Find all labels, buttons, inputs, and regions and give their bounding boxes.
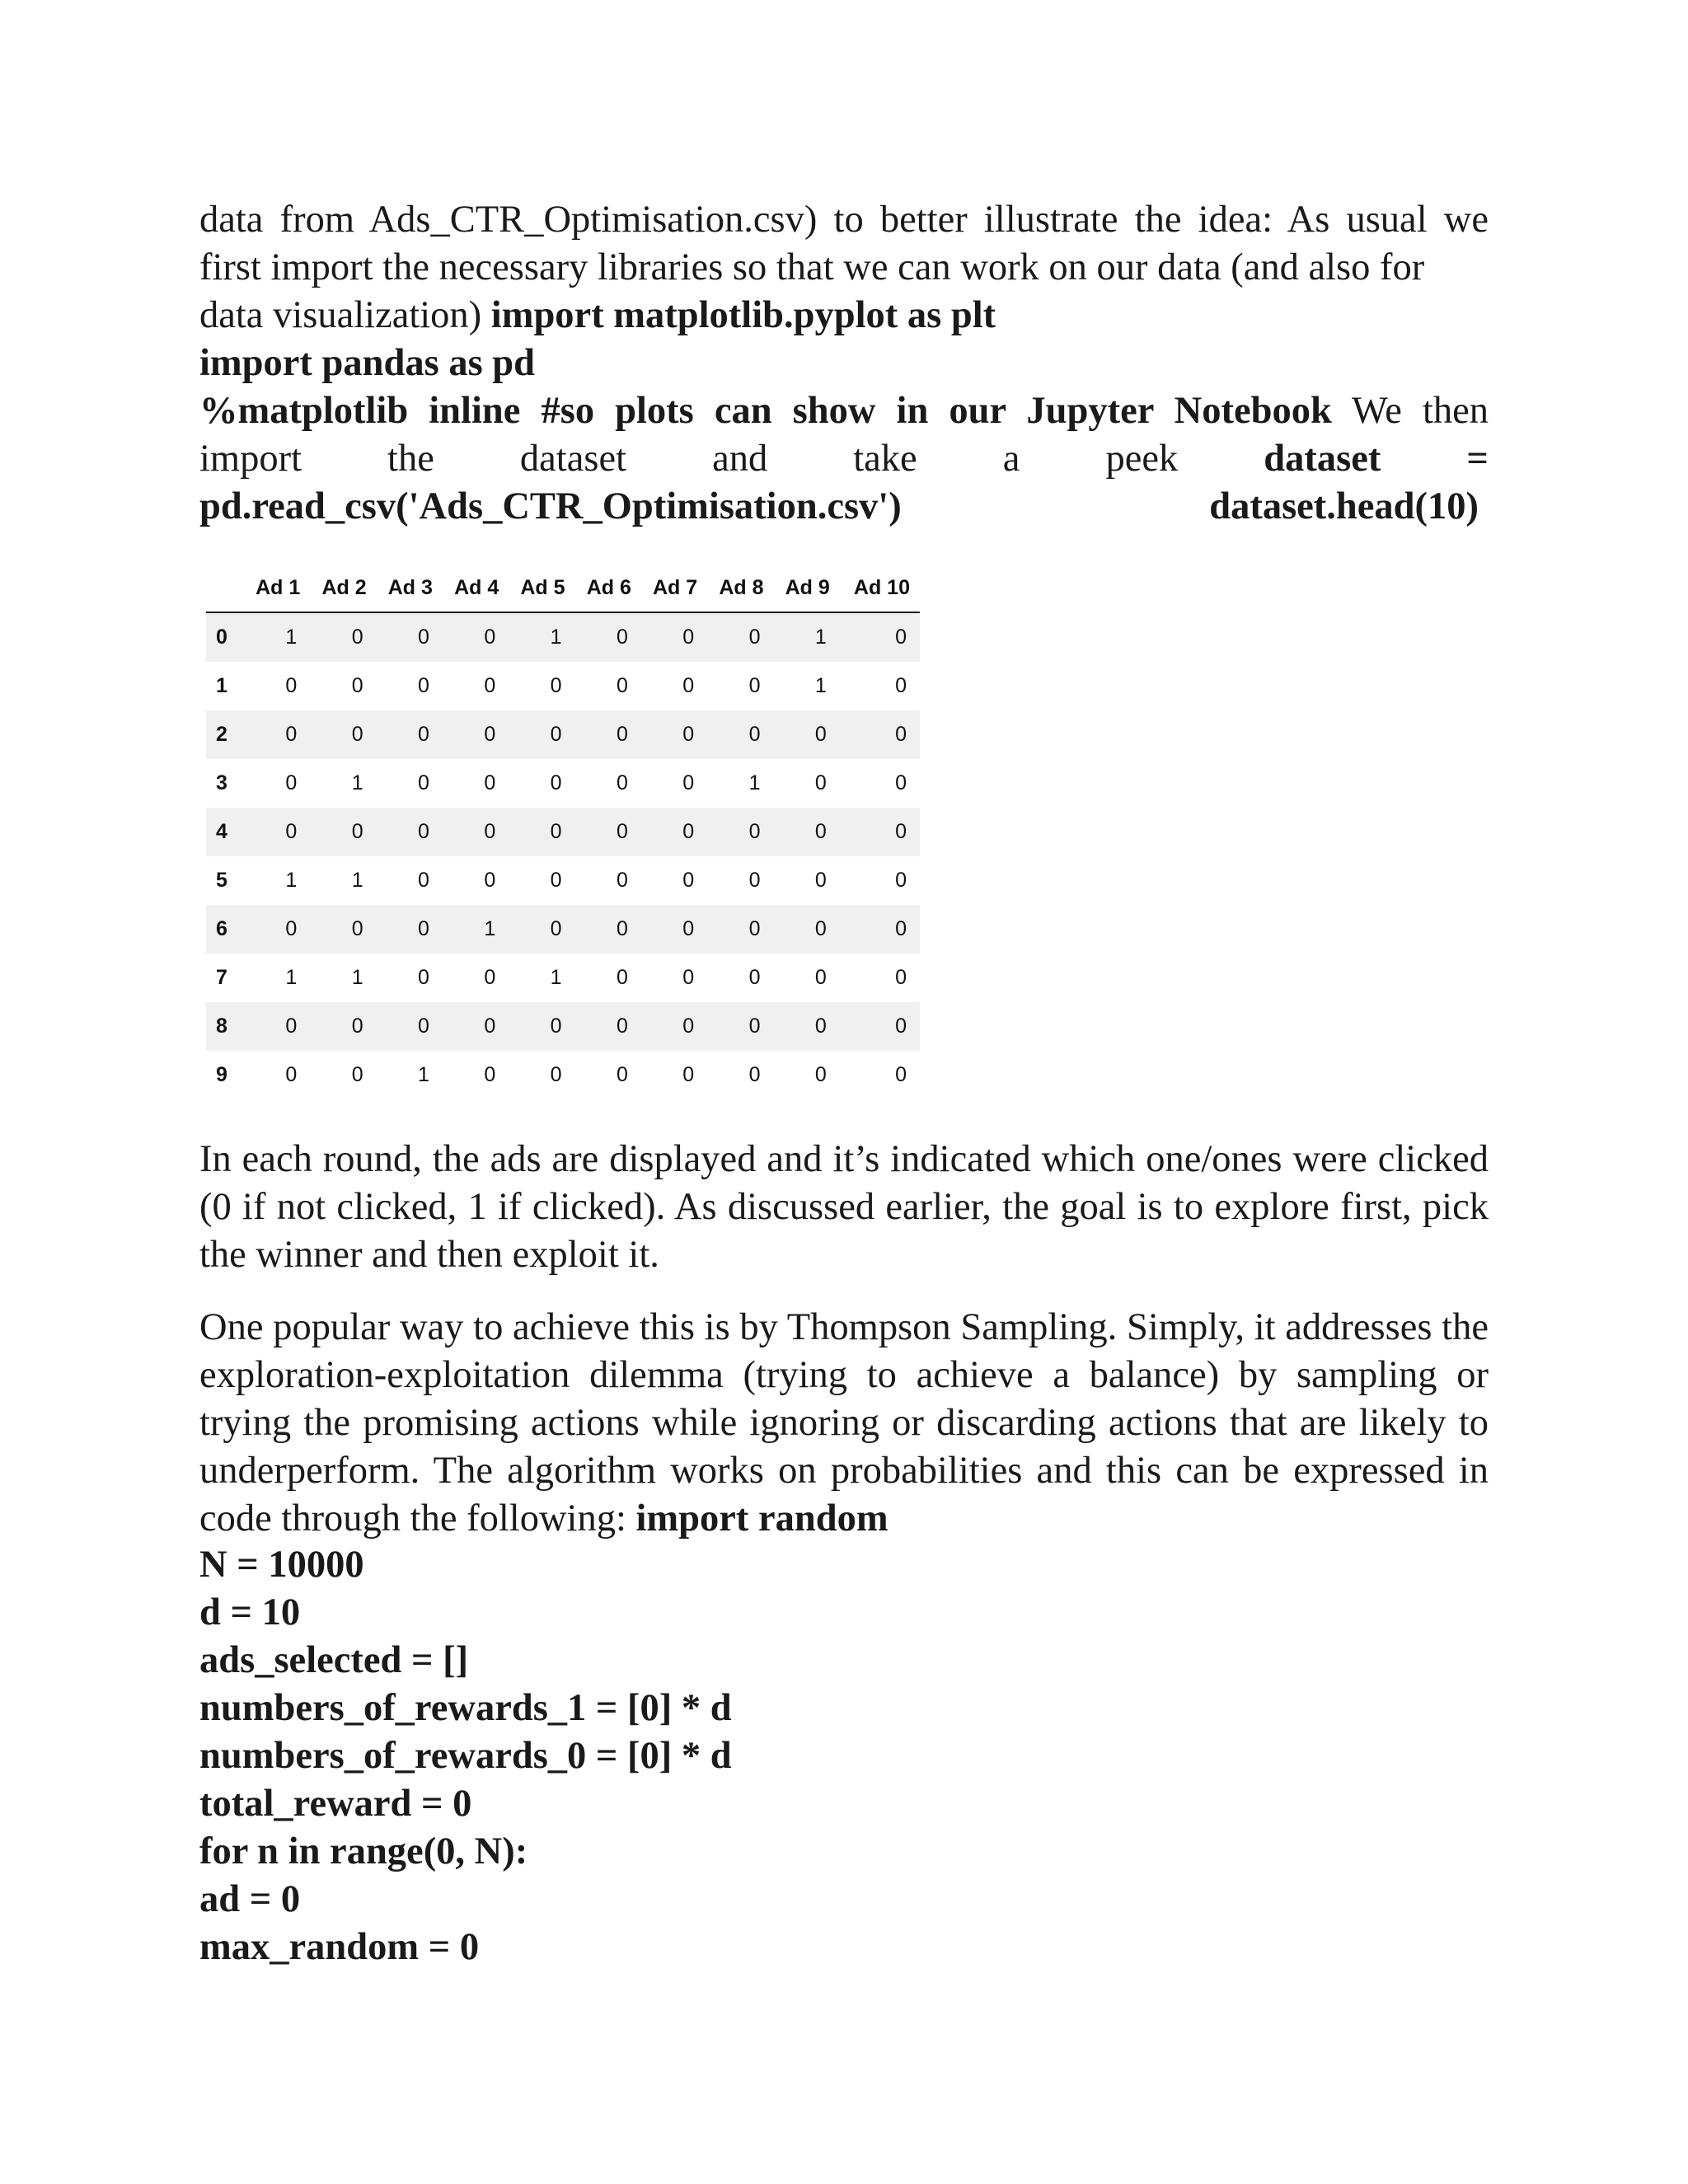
- table-cell: 1: [748, 771, 761, 794]
- table-header: Ad 7: [641, 564, 707, 612]
- code-line: total_reward = 0: [199, 1783, 472, 1825]
- table-cell: 0: [641, 808, 707, 856]
- table-cell: 1: [351, 966, 363, 989]
- table-cell: 0: [351, 674, 363, 697]
- table-cell: 0: [351, 1063, 363, 1086]
- table-cell: 0: [682, 869, 695, 892]
- import-random-code: import random: [635, 1497, 889, 1540]
- table-cell: 0: [244, 905, 310, 954]
- table-cell: 0: [616, 1063, 628, 1086]
- table-cell: 0: [707, 905, 773, 954]
- table-cell: 0: [377, 710, 443, 759]
- intro-line-3-text: data visualization): [199, 294, 491, 336]
- explanation-text: In each round, the ads are displayed and it’s indicated which one/ones were clicked (0 if not clicked, 1 if clicked). As discussed earlier, the goal is to explore first, pick the winner and then exploit it.: [199, 1138, 1489, 1276]
- table-cell: 0: [509, 808, 574, 856]
- table-cell: 0: [484, 771, 496, 794]
- table-cell: 0: [484, 674, 496, 697]
- code-line: N = 10000: [199, 1544, 364, 1586]
- table-header: Ad 10: [840, 564, 920, 612]
- import-pandas-code: import pandas as pd: [199, 342, 536, 384]
- table-cell: 0: [575, 808, 641, 856]
- table-cell: 0: [707, 612, 773, 662]
- code-line: for n in range(0, N):: [199, 1830, 528, 1872]
- thompson-paragraph: [199, 1304, 1489, 1543]
- table-cell: 0: [550, 674, 562, 697]
- table-cell: 0: [814, 869, 827, 892]
- table-cell: 1: [285, 966, 298, 989]
- thompson-text: [199, 1304, 1489, 1543]
- table-cell: 0: [814, 1063, 827, 1086]
- table-cell: 0: [244, 808, 310, 856]
- intro-line-2: first import the necessary libraries so that we can work on our data (and also for: [199, 246, 1425, 288]
- table-header: Ad 1: [244, 564, 310, 612]
- code-line: max_random = 0: [199, 1926, 480, 1968]
- table-cell: 1: [550, 966, 562, 989]
- intro-line-7: [199, 483, 1489, 531]
- table-cell: 0: [682, 771, 695, 794]
- table-cell: 0: [550, 771, 562, 794]
- table-cell: 0: [840, 710, 920, 759]
- word: and: [712, 438, 768, 480]
- table-cell: 0: [774, 905, 840, 954]
- table-cell: 0: [748, 674, 761, 697]
- table-cell: 0: [707, 710, 773, 759]
- table-cell: 1: [509, 612, 574, 662]
- table-row: [206, 612, 920, 662]
- dataframe-output: [206, 564, 923, 1099]
- table-cell: 0: [509, 1002, 574, 1051]
- table-cell: 0: [377, 808, 443, 856]
- row-index: 0: [206, 612, 244, 662]
- table-cell: 0: [285, 771, 298, 794]
- table-cell: 0: [575, 710, 641, 759]
- code-line: d = 10: [199, 1591, 301, 1633]
- read-csv-code: pd.read_csv('Ads_CTR_Optimisation.csv'): [199, 485, 902, 527]
- row-index: 7: [216, 966, 227, 989]
- table-cell: 0: [310, 1002, 376, 1051]
- code-line: ad = 0: [199, 1878, 301, 1920]
- row-index: 9: [216, 1063, 227, 1086]
- table-cell: 0: [748, 966, 761, 989]
- table-cell: 0: [814, 966, 827, 989]
- table-cell: 1: [418, 1063, 429, 1086]
- table-cell: 0: [616, 771, 628, 794]
- row-index: 4: [206, 808, 244, 856]
- table-cell: 0: [707, 1002, 773, 1051]
- table-cell: 0: [774, 808, 840, 856]
- row-index: 1: [216, 674, 227, 697]
- table-body: [206, 612, 920, 1099]
- dataset-code: dataset: [1264, 438, 1381, 480]
- table-cell: 0: [550, 1063, 562, 1086]
- table-cell: 0: [840, 612, 920, 662]
- table-cell: 0: [377, 612, 443, 662]
- table-cell: 0: [377, 905, 443, 954]
- table-header-row: [206, 564, 920, 612]
- table-cell: 1: [443, 905, 509, 954]
- table-header: Ad 4: [443, 564, 509, 612]
- table-row: [206, 662, 920, 710]
- table-cell: 0: [418, 869, 429, 892]
- table-header: Ad 8: [707, 564, 773, 612]
- row-index: 5: [216, 869, 227, 892]
- word: a: [1002, 438, 1020, 480]
- table-row: [206, 905, 920, 954]
- table-cell: 0: [840, 808, 920, 856]
- table-row: [206, 1002, 920, 1051]
- table-cell: 0: [244, 710, 310, 759]
- table-cell: 0: [748, 869, 761, 892]
- table-cell: 0: [443, 612, 509, 662]
- code-block: [199, 1541, 732, 1971]
- row-index: 8: [206, 1002, 244, 1051]
- table-cell: 1: [244, 612, 310, 662]
- table-cell: 0: [443, 808, 509, 856]
- table-cell: 0: [575, 612, 641, 662]
- table-cell: 0: [682, 1063, 695, 1086]
- word: the: [387, 438, 434, 480]
- table-cell: 0: [748, 1063, 761, 1086]
- table-cell: 0: [484, 1063, 496, 1086]
- table-cell: 0: [682, 966, 695, 989]
- code-line: numbers_of_rewards_0 = [0] * d: [199, 1735, 732, 1777]
- word: dataset: [519, 438, 627, 480]
- row-index: 3: [216, 771, 227, 794]
- word: peek: [1105, 438, 1179, 480]
- table-cell: 0: [285, 674, 298, 697]
- table-cell: 0: [895, 674, 907, 697]
- table-row: [206, 759, 920, 808]
- table-cell: 0: [840, 1002, 920, 1051]
- table-cell: 0: [895, 869, 907, 892]
- table-cell: 0: [641, 905, 707, 954]
- table-cell: 0: [484, 966, 496, 989]
- import-matplotlib-code: import matplotlib.pyplot as plt: [490, 294, 996, 336]
- table-cell: 0: [310, 710, 376, 759]
- table-header: Ad 9: [774, 564, 840, 612]
- matplotlib-inline-code: %matplotlib inline #so plots can show in our Jupyter Notebook: [199, 390, 1332, 432]
- table-cell: 0: [509, 710, 574, 759]
- intro-line-6: [199, 435, 1489, 483]
- table-header: Ad 2: [310, 564, 376, 612]
- table-cell: 0: [840, 905, 920, 954]
- table-cell: 0: [575, 905, 641, 954]
- dataframe-table: [206, 564, 920, 1099]
- table-cell: 1: [285, 869, 298, 892]
- intro-line-1: data from Ads_CTR_Optimisation.csv) to better illustrate the idea: As usual we: [199, 199, 1489, 241]
- intro-text: [199, 196, 1489, 387]
- table-row: [206, 808, 920, 856]
- table-cell: 0: [707, 808, 773, 856]
- row-index: 2: [206, 710, 244, 759]
- table-cell: 1: [814, 674, 827, 697]
- table-cell: 0: [418, 674, 429, 697]
- table-cell: 0: [443, 710, 509, 759]
- table-cell: 0: [895, 1063, 907, 1086]
- table-cell: 0: [509, 905, 574, 954]
- word: import: [199, 438, 302, 480]
- table-cell: 1: [351, 869, 363, 892]
- intro-line-5: [199, 387, 1489, 435]
- table-cell: 0: [641, 710, 707, 759]
- table-row: [206, 1051, 920, 1099]
- table-cell: 0: [895, 966, 907, 989]
- equals-code: =: [1466, 438, 1489, 480]
- thompson-text-body: One popular way to achieve this is by Thompson Sampling. Simply, it addresses the exploration-exploitation dilemma (trying to achieve a balance) by sampling or trying the promising actions while ignoring or discarding actions that are likely to underperform. The algorithm works on probabilities and this can be expressed in code through the following:: [199, 1306, 1489, 1540]
- table-cell: 1: [774, 612, 840, 662]
- table-cell: 0: [310, 612, 376, 662]
- table-cell: 0: [285, 1063, 298, 1086]
- table-cell: 0: [550, 869, 562, 892]
- table-header: Ad 3: [377, 564, 443, 612]
- table-cell: 0: [682, 674, 695, 697]
- table-cell: 0: [616, 869, 628, 892]
- word: take: [853, 438, 917, 480]
- intro-line-5-text: We then: [1331, 390, 1489, 432]
- table-cell: 0: [443, 1002, 509, 1051]
- table-cell: 0: [616, 966, 628, 989]
- code-line: ads_selected = []: [199, 1639, 469, 1681]
- table-cell: 0: [616, 674, 628, 697]
- table-cell: 0: [418, 771, 429, 794]
- table-row: [206, 954, 920, 1002]
- table-row: [206, 856, 920, 905]
- table-cell: 0: [641, 612, 707, 662]
- table-header: Ad 6: [575, 564, 641, 612]
- table-cell: 0: [244, 1002, 310, 1051]
- code-line: numbers_of_rewards_1 = [0] * d: [199, 1687, 732, 1729]
- table-cell: 0: [774, 1002, 840, 1051]
- table-cell: 1: [351, 771, 363, 794]
- table-header: [206, 564, 244, 612]
- table-cell: 0: [575, 1002, 641, 1051]
- table-cell: 0: [774, 710, 840, 759]
- intro-paragraph: [199, 196, 1489, 531]
- table-cell: 0: [895, 771, 907, 794]
- table-header: Ad 5: [509, 564, 574, 612]
- explanation-paragraph: [199, 1136, 1489, 1279]
- table-cell: 0: [377, 1002, 443, 1051]
- table-cell: 0: [641, 1002, 707, 1051]
- table-cell: 0: [484, 869, 496, 892]
- table-cell: 0: [814, 771, 827, 794]
- dataset-head-code: dataset.head(10): [1209, 485, 1479, 527]
- table-cell: 0: [310, 808, 376, 856]
- table-cell: 0: [418, 966, 429, 989]
- table-cell: 0: [310, 905, 376, 954]
- table-row: [206, 710, 920, 759]
- row-index: 6: [206, 905, 244, 954]
